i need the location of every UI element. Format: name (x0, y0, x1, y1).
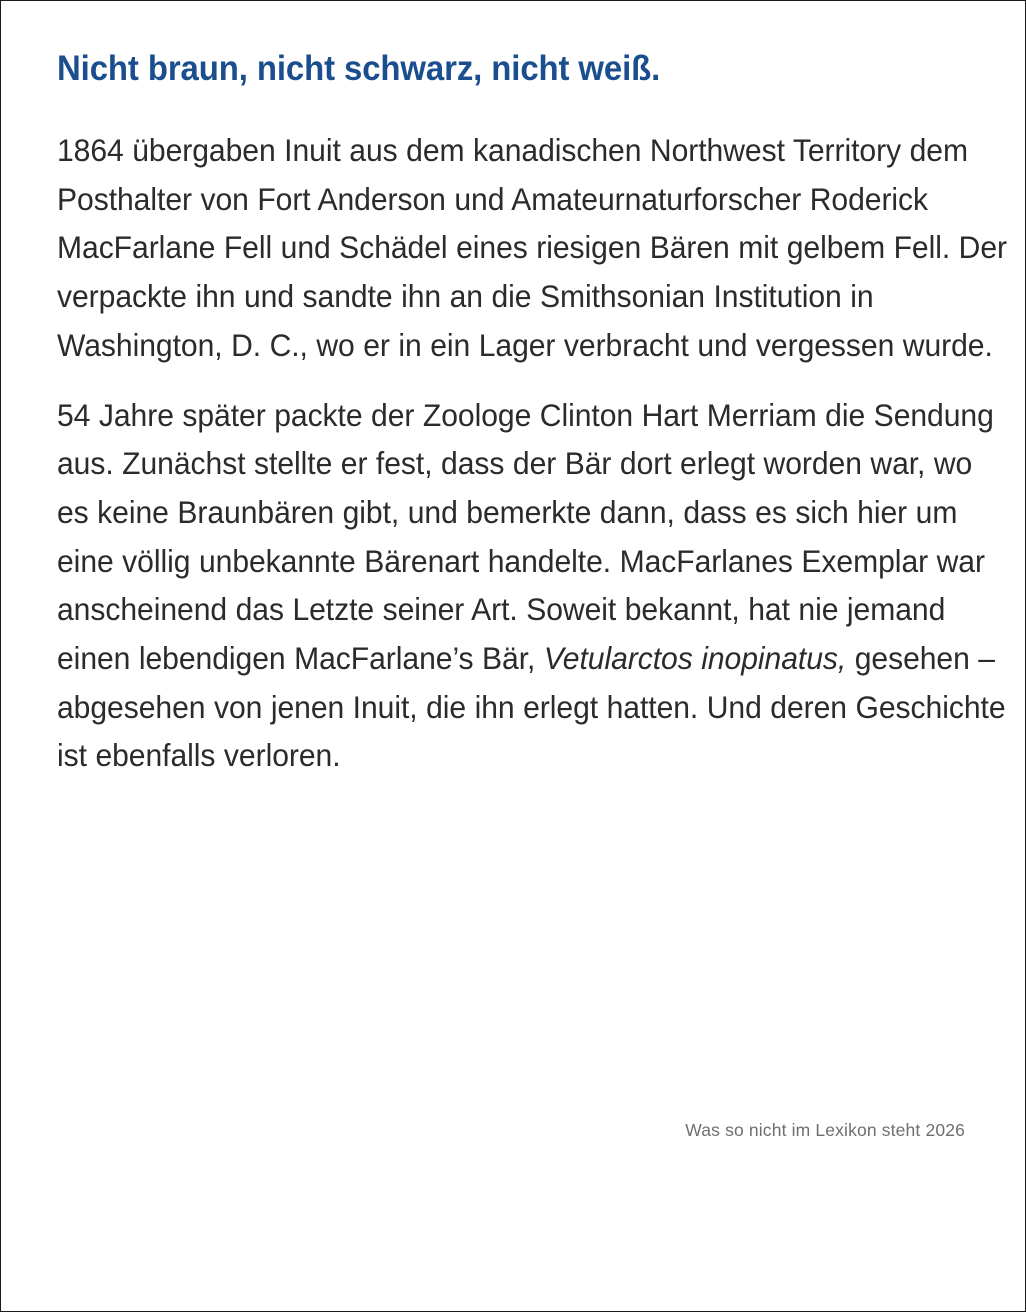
article-content (57, 45, 1008, 780)
article-body (57, 126, 1008, 780)
footer-credit-line: Was so nicht im Lexikon steht 2026 (685, 1120, 965, 1140)
scientific-name: Vetularctos inopinatus, (543, 640, 847, 677)
body-paragraph-2 (57, 391, 1012, 781)
page-footer (1, 1118, 1011, 1142)
paragraph-2-text-part-1: 54 Jahre später packte der Zoologe Clinton Hart Merriam die Sendung aus. Zunächst stellte er fest, dass der Bär dort erlegt worden war, wo es keine Braunbären gibt, und bemerkte dann, dass es sich hier um eine völlig unbekannte Bärenart handelte. MacFarlanes Exemplar war anscheinend das Letzte seiner Art. Soweit bekannt, hat nie jemand einen lebendigen MacFarlane’s Bär, (57, 396, 994, 677)
paragraph-2-text-part-2: gesehen – abgesehen von jenen Inuit, die ihn erlegt hatten. Und deren Geschichte ist ebenfalls verloren. (57, 640, 1006, 774)
body-paragraph-1 (57, 126, 1012, 370)
paragraph-1-text: 1864 übergaben Inuit aus dem kanadischen Northwest Territory dem Posthalter von Fort Anderson und Amateurnaturforscher Roderick MacFarlane Fell und Schädel eines riesigen Bären mit gelbem Fell. Der verpackte ihn und sandte ihn an die Smithsonian Institution in Washington, D. C., wo er in ein Lager verbracht und vergessen wurde. (57, 132, 1008, 363)
page-title: Nicht braun, nicht schwarz, nicht weiß. (57, 49, 661, 88)
